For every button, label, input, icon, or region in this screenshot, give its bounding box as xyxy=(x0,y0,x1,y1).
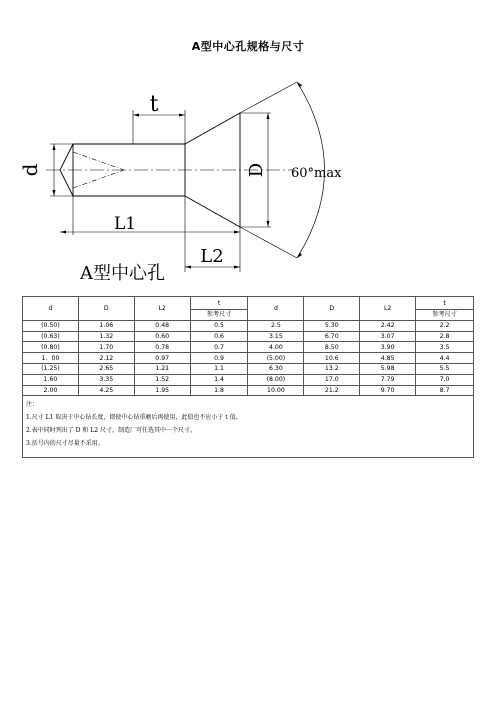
cell: 0.60 xyxy=(134,331,190,342)
cell: 3.15 xyxy=(248,331,304,342)
note-1: 1.尺寸 L1 取决于中心钻长度，即使中心钻重磨后再使用，此值也不应小于 t 值。 xyxy=(26,414,242,422)
cell: 4.25 xyxy=(78,385,134,396)
cell: 2.5 xyxy=(248,320,304,331)
page-title: A型中心孔规格与尺寸 xyxy=(191,40,305,53)
cell: 1.32 xyxy=(78,331,134,342)
cell: 5.98 xyxy=(360,363,416,374)
cell: 3.35 xyxy=(78,374,134,385)
cell: 2.8 xyxy=(416,331,474,342)
cell: 3.5 xyxy=(416,342,474,353)
cell: (0.63) xyxy=(23,331,79,342)
cell: 1.95 xyxy=(134,385,190,396)
table-row xyxy=(23,374,474,385)
cell: 0.6 xyxy=(190,331,248,342)
cell: 2.2 xyxy=(416,320,474,331)
table-header-row xyxy=(23,297,474,310)
cell: 3.07 xyxy=(360,331,416,342)
table-row xyxy=(23,331,474,342)
cell: 3.90 xyxy=(360,342,416,353)
cell: 0.78 xyxy=(134,342,190,353)
cell: 13.2 xyxy=(304,363,360,374)
cell: 4.85 xyxy=(360,353,416,364)
cell: 0.97 xyxy=(134,353,190,364)
cell: 1.21 xyxy=(134,363,190,374)
cell: 4.4 xyxy=(416,353,474,364)
header-d: d xyxy=(23,297,79,321)
cell: 0.5 xyxy=(190,320,248,331)
cell: 8.7 xyxy=(416,385,474,396)
cell: 21.2 xyxy=(304,385,360,396)
cell: 17.0 xyxy=(304,374,360,385)
notes-row xyxy=(23,396,474,458)
header-d: d xyxy=(248,297,304,321)
cell: (0.80) xyxy=(23,342,79,353)
header-L2: L2 xyxy=(134,297,190,321)
header-t: t xyxy=(416,297,474,310)
note-3: 3.括号内的尺寸尽量不采用。 xyxy=(26,440,104,448)
cell: (1.25) xyxy=(23,363,79,374)
label-L2: L2 xyxy=(200,246,224,267)
cell: 2.00 xyxy=(23,385,79,396)
label-D: D xyxy=(246,162,267,178)
cell: 1.8 xyxy=(190,385,248,396)
cell: 4.00 xyxy=(248,342,304,353)
cell: 8.50 xyxy=(304,342,360,353)
cell: 0.9 xyxy=(190,353,248,364)
cell: 0.48 xyxy=(134,320,190,331)
spec-table xyxy=(22,296,474,458)
cell: (8.00) xyxy=(248,374,304,385)
table-row xyxy=(23,363,474,374)
table-row xyxy=(23,342,474,353)
cell: 1．00 xyxy=(23,353,79,364)
cell: 5.5 xyxy=(416,363,474,374)
cell: 6.70 xyxy=(304,331,360,342)
header-L2: L2 xyxy=(360,297,416,321)
cell: 0.7 xyxy=(190,342,248,353)
table-row xyxy=(23,385,474,396)
label-angle: 60°max xyxy=(291,166,342,181)
label-t: t xyxy=(149,92,159,117)
notes-cell xyxy=(23,396,474,458)
cell: 10.00 xyxy=(248,385,304,396)
label-d: d xyxy=(18,163,42,177)
cell: (0.50) xyxy=(23,320,79,331)
header-ref: 参考尺寸 xyxy=(190,310,248,321)
header-ref: 参考尺寸 xyxy=(416,310,474,321)
label-L1: L1 xyxy=(113,214,137,234)
cell: 1.1 xyxy=(190,363,248,374)
notes-label: 注： xyxy=(26,401,39,409)
drawing-caption: A型中心孔 xyxy=(80,263,165,284)
cell: 5.30 xyxy=(304,320,360,331)
header-t: t xyxy=(190,297,248,310)
cell: 2.12 xyxy=(78,353,134,364)
cell: 1.52 xyxy=(134,374,190,385)
table-row xyxy=(23,353,474,364)
cell: 7.79 xyxy=(360,374,416,385)
cell: 7.0 xyxy=(416,374,474,385)
cell: 1.06 xyxy=(78,320,134,331)
center-hole-drawing xyxy=(0,0,496,290)
cell: 9.70 xyxy=(360,385,416,396)
cell: 2.42 xyxy=(360,320,416,331)
cell: 1.70 xyxy=(78,342,134,353)
cell: 1.4 xyxy=(190,374,248,385)
table-row xyxy=(23,320,474,331)
header-D: D xyxy=(304,297,360,321)
cell: 2.65 xyxy=(78,363,134,374)
cell: 6.30 xyxy=(248,363,304,374)
note-2: 2.表中同时列出了 D 和 L2 尺寸，制造厂可任选其中一个尺寸。 xyxy=(26,427,196,435)
cell: 1.60 xyxy=(23,374,79,385)
cell: 10.6 xyxy=(304,353,360,364)
header-D: D xyxy=(78,297,134,321)
cell: (5.00) xyxy=(248,353,304,364)
